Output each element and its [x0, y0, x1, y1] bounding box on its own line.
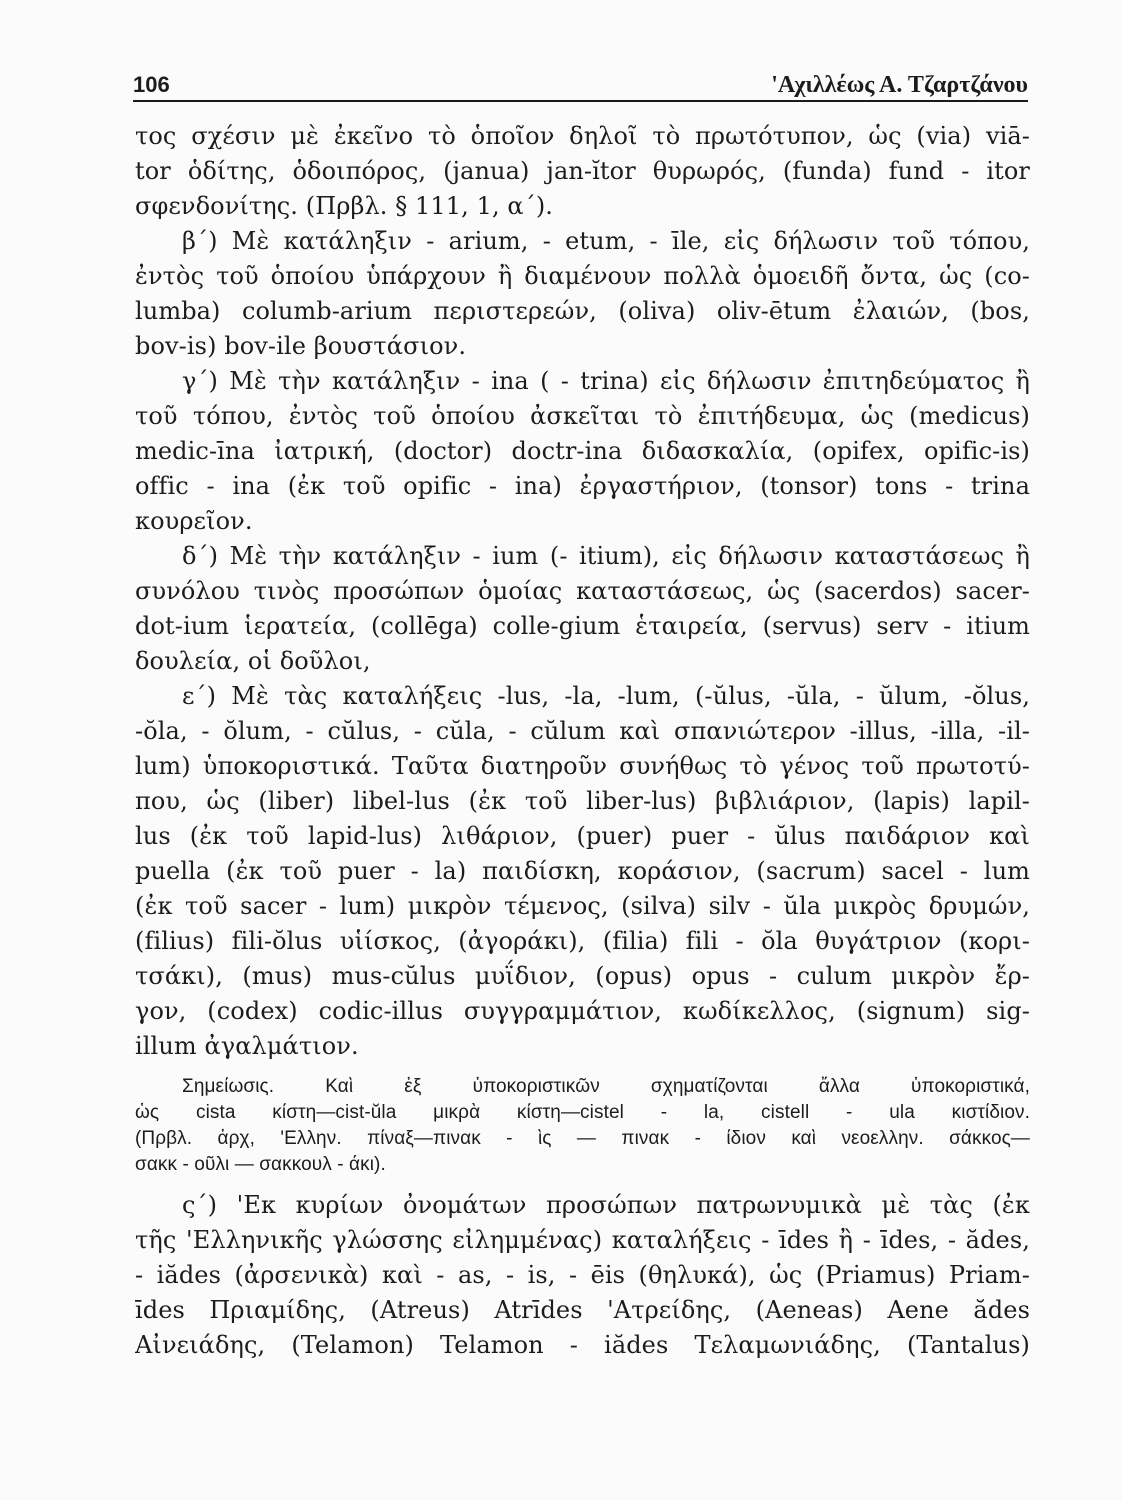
text-line: που, ὡς (liber) libel-lus (ἐκ τοῦ liber-lus) βιβλιάριον, (lapis) lapil- — [135, 787, 1030, 815]
text-line: ς΄) 'Εκ κυρίων ὀνομάτων προσώπων πατρωνυμικὰ μὲ τὰς (ἐκ — [182, 1191, 1030, 1219]
note-line: ὡς cista κίστη—cist-ŭla μικρὰ κίστη—cistel - la, cistell - ula κιστίδιον. — [135, 1102, 1030, 1123]
page-number: 106 — [133, 72, 170, 97]
text-line: puella (ἐκ τοῦ puer - la) παιδίσκη, κοράσιον, (sacrum) sacel - lum — [135, 857, 1030, 885]
text-line: τος σχέσιν μὲ ἐκεῖνο τὸ ὁποῖον δηλοῖ τὸ πρωτότυπον, ὡς (via) viā- — [135, 122, 1030, 150]
text-line: δ΄) Μὲ τὴν κατάληξιν - ium (- itium), εἰς δήλωσιν καταστάσεως ἢ — [182, 542, 1030, 570]
text-line: lumba) columb-arium περιστερεών, (oliva) oliv-ētum ἐλαιών, (bos, — [135, 297, 1030, 325]
text-line: σφενδονίτης. (Πρβλ. § 111, 1, α΄). — [135, 192, 554, 220]
text-line: τῆς 'Ελληνικῆς γλώσσης εἰλημμένας) καταλήξεις - īdes ἢ - īdes, - ădes, — [135, 1226, 1030, 1254]
text-line: (ἐκ τοῦ sacer - lum) μικρὸν τέμενος, (silva) silv - ŭla μικρὸς δρυμών, — [135, 892, 1030, 920]
text-line: illum ἀγαλμάτιον. — [135, 1032, 359, 1060]
text-line: medic-īna ἰατρική, (doctor) doctr-ina διδασκαλία, (opifex, opific-is) — [135, 437, 1030, 465]
note-block — [135, 1074, 1030, 1178]
text-line: συνόλου τινὸς προσώπων ὁμοίας καταστάσεως, ὡς (sacerdos) sacer- — [135, 577, 1030, 605]
text-line: Αἰνειάδης, (Telamon) Telamon - iădes Τελαμωνιάδης, (Tantalus) — [135, 1331, 1030, 1359]
page-header — [133, 72, 1028, 102]
note-line: (Πρβλ. ἀρχ, 'Ελλην. πίναξ—πινακ - ὶς — πινακ - ίδιον καὶ νεοελλην. σάκκος— — [135, 1128, 1030, 1149]
text-line: tor ὁδίτης, ὁδοιπόρος, (janua) jan-ĭtor θυρωρός, (funda) fund - itor — [135, 157, 1030, 185]
after-note-text — [135, 1188, 1030, 1363]
note-line: Σημείωσις. Καὶ ἐξ ὑποκοριστικῶν σχηματίζονται ἄλλα ὑποκοριστικά, — [182, 1076, 1030, 1097]
text-line: dot-ium ἱερατεία, (collēga) colle-gium ἑταιρεία, (servus) serv - itium — [135, 612, 1030, 640]
running-head: 'Αχιλλέως Α. Τζαρτζάνου — [771, 72, 1028, 98]
text-line: offic - ina (ἐκ τοῦ opific - ina) ἐργαστήριον, (tonsor) tons - trina — [135, 472, 1030, 500]
text-line: lum) ὑποκοριστικά. Ταῦτα διατηροῦν συνήθως τὸ γένος τοῦ πρωτοτύ- — [135, 752, 1030, 780]
text-line: (filius) fili-ŏlus υἱίσκος, (ἀγοράκι), (filia) fili - ŏla θυγάτριον (κορι- — [135, 927, 1030, 955]
text-line: β΄) Μὲ κατάληξιν - arium, - etum, - īle, εἰς δήλωσιν τοῦ τόπου, — [182, 227, 1030, 255]
note-line: σακκ - οῦλι — σακκουλ - άκι). — [135, 1154, 386, 1175]
text-line: κουρεῖον. — [135, 507, 253, 535]
text-line: lus (ἐκ τοῦ lapid-lus) λιθάριον, (puer) puer - ŭlus παιδάριον καὶ — [135, 822, 1030, 850]
text-line: - iădes (ἀρσενικὰ) καὶ - as, - is, - ēis (θηλυκά), ὡς (Priamus) Priam- — [135, 1261, 1030, 1289]
text-line: τοῦ τόπου, ἐντὸς τοῦ ὁποίου ἀσκεῖται τὸ ἐπιτήδευμα, ὡς (medicus) — [135, 402, 1030, 430]
text-line: bov-is) bov-ile βουστάσιον. — [135, 332, 467, 360]
page-body — [135, 119, 1030, 1363]
text-line: δουλεία, οἱ δοῦλοι, — [135, 647, 371, 675]
text-line: γον, (codex) codic-illus συγγραμμάτιον, κωδίκελλος, (signum) sig- — [135, 997, 1030, 1025]
text-line: ε΄) Μὲ τὰς καταλήξεις -lus, -la, -lum, (-ŭlus, -ŭla, - ŭlum, -ŏlus, — [182, 682, 1030, 710]
header-rule — [133, 100, 1028, 102]
text-line: γ΄) Μὲ τὴν κατάληξιν - ina ( - trina) εἰς δήλωσιν ἐπιτηδεύματος ἢ — [182, 367, 1030, 395]
text-line: τσάκι), (mus) mus-cŭlus μυΐδιον, (opus) opus - culum μικρὸν ἔρ- — [135, 962, 1030, 990]
text-line: -ŏla, - ŏlum, - cŭlus, - cŭla, - cŭlum καὶ σπανιώτερον -illus, -illa, -il- — [135, 717, 1030, 745]
main-text — [135, 119, 1030, 1064]
text-line: īdes Πριαμίδης, (Atreus) Atrīdes 'Ατρείδης, (Aeneas) Aene ădes — [135, 1296, 1030, 1324]
text-line: ἐντὸς τοῦ ὁποίου ὑπάρχουν ἢ διαμένουν πολλὰ ὁμοειδῆ ὄντα, ὡς (co- — [135, 262, 1030, 290]
